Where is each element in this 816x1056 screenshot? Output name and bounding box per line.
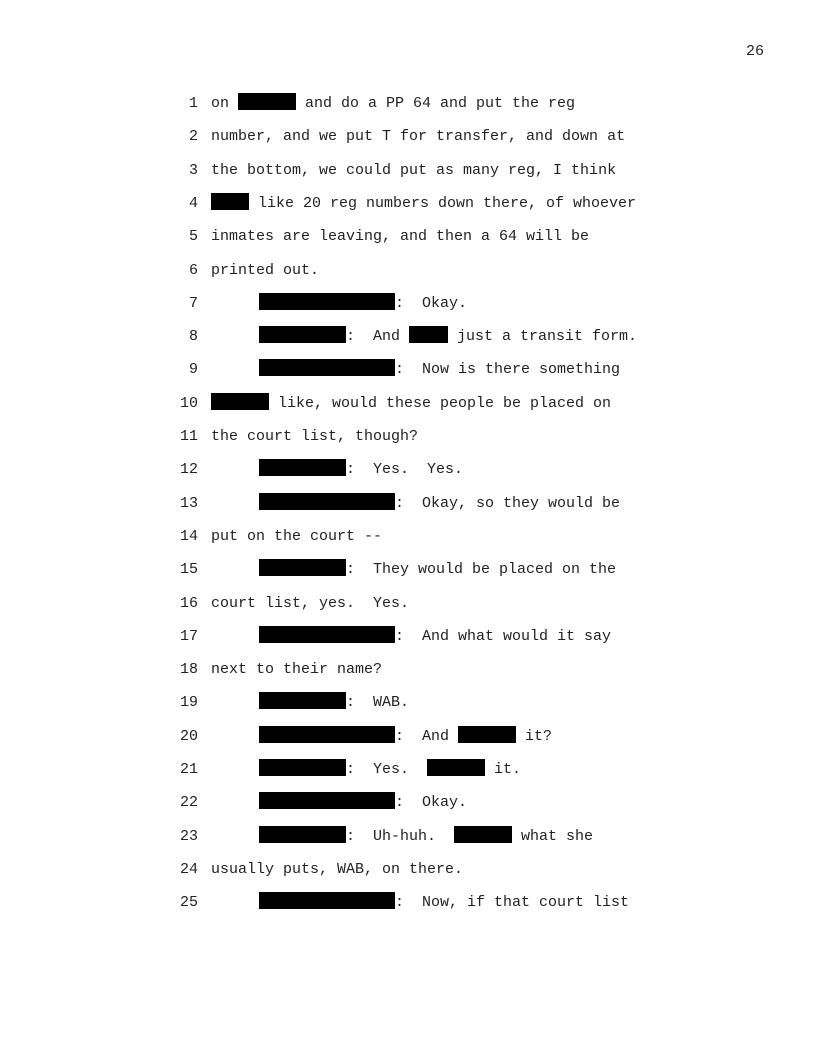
text-segment: printed out. xyxy=(211,261,320,279)
line-number: 17 xyxy=(179,627,198,645)
transcript-line xyxy=(0,492,816,516)
transcript-line xyxy=(0,159,816,183)
line-text xyxy=(259,825,593,849)
transcript-line xyxy=(0,791,816,815)
line-text xyxy=(211,592,409,616)
text-segment: like 20 reg numbers down there, of whoever xyxy=(249,194,637,212)
text-segment: like, would these people be placed on xyxy=(269,394,612,412)
redaction-box xyxy=(259,826,346,843)
text-segment: on xyxy=(211,95,239,112)
text-segment: : And what would it say xyxy=(395,627,612,645)
line-text xyxy=(259,625,611,649)
line-number: 24 xyxy=(179,860,198,878)
text-segment: : Now, if that court list xyxy=(395,894,630,912)
line-text xyxy=(259,758,521,782)
redaction-box xyxy=(259,559,346,576)
transcript-line xyxy=(0,325,816,349)
line-text xyxy=(211,392,611,416)
text-segment: the court list, though? xyxy=(211,428,419,445)
line-text xyxy=(259,791,467,815)
line-number: 6 xyxy=(188,261,198,279)
redaction-box xyxy=(409,326,448,343)
text-segment: it? xyxy=(516,727,553,745)
line-number: 12 xyxy=(179,461,198,479)
transcript-line xyxy=(0,425,816,449)
redaction-box xyxy=(211,393,269,410)
transcript-line xyxy=(0,92,816,116)
line-text xyxy=(211,92,575,116)
line-text xyxy=(259,292,467,316)
redaction-box xyxy=(259,692,346,709)
redaction-box xyxy=(259,892,395,909)
redaction-box xyxy=(259,459,346,476)
line-text xyxy=(259,891,629,915)
redaction-box xyxy=(454,826,512,843)
line-number: 10 xyxy=(179,394,198,412)
text-segment: what she xyxy=(512,827,594,845)
line-text xyxy=(259,725,552,749)
text-segment: number, and we put T for transfer, and down at xyxy=(211,128,626,146)
line-text xyxy=(259,558,616,582)
transcript-line xyxy=(0,358,816,382)
line-text xyxy=(211,225,589,249)
transcript-line xyxy=(0,858,816,882)
line-number: 22 xyxy=(179,794,198,812)
text-segment: the bottom, we could put as many reg, I think xyxy=(211,161,617,179)
line-text xyxy=(259,458,463,482)
transcript-line xyxy=(0,592,816,616)
line-text xyxy=(259,492,620,516)
transcript-line xyxy=(0,891,816,915)
transcript-line xyxy=(0,625,816,649)
line-number: 13 xyxy=(179,494,198,512)
transcript-line xyxy=(0,192,816,216)
transcript-line xyxy=(0,225,816,249)
page-number: 26 xyxy=(745,43,764,60)
redaction-box xyxy=(427,759,485,776)
text-segment: it. xyxy=(485,761,522,778)
line-text xyxy=(211,525,382,549)
text-segment: court list, yes. Yes. xyxy=(211,594,410,612)
redaction-box xyxy=(259,626,395,643)
transcript-line xyxy=(0,725,816,749)
redaction-box xyxy=(259,359,395,376)
text-segment: : They would be placed on the xyxy=(346,561,617,579)
text-segment: : WAB. xyxy=(346,694,410,712)
transcript-line xyxy=(0,825,816,849)
transcript-line xyxy=(0,259,816,283)
text-segment: : Now is there something xyxy=(395,361,621,379)
redaction-box xyxy=(259,326,346,343)
line-number: 7 xyxy=(188,294,198,312)
text-segment: : Yes. xyxy=(346,761,428,778)
text-segment: : Okay, so they would be xyxy=(395,494,621,512)
text-segment: inmates are leaving, and then a 64 will be xyxy=(211,228,590,246)
line-text xyxy=(211,658,382,682)
line-text xyxy=(211,858,463,882)
line-text xyxy=(211,159,616,183)
line-text xyxy=(259,691,409,715)
text-segment: usually puts, WAB, on there. xyxy=(211,860,464,878)
redaction-box xyxy=(238,93,296,110)
redaction-box xyxy=(259,759,346,776)
line-number: 9 xyxy=(188,361,198,379)
line-number: 1 xyxy=(188,95,198,112)
line-number: 18 xyxy=(179,661,198,679)
text-segment: : And xyxy=(395,727,459,745)
text-segment: : And xyxy=(346,328,410,346)
redaction-box xyxy=(259,792,395,809)
line-text xyxy=(259,325,637,349)
line-number: 21 xyxy=(179,761,198,778)
line-text xyxy=(211,192,636,216)
line-number: 23 xyxy=(179,827,198,845)
line-text xyxy=(211,125,625,149)
redaction-box xyxy=(259,726,395,743)
line-number: 8 xyxy=(188,328,198,346)
text-segment: : Yes. Yes. xyxy=(346,461,464,479)
transcript-line xyxy=(0,125,816,149)
text-segment: and do a PP 64 and put the reg xyxy=(296,95,576,112)
line-text xyxy=(211,425,418,449)
line-text xyxy=(211,259,319,283)
text-segment: just a transit form. xyxy=(448,328,638,346)
text-segment: : Uh-huh. xyxy=(346,827,455,845)
line-number: 11 xyxy=(179,428,198,445)
redaction-box xyxy=(458,726,516,743)
line-number: 16 xyxy=(179,594,198,612)
redaction-box xyxy=(259,493,395,510)
transcript-line xyxy=(0,558,816,582)
line-number: 3 xyxy=(188,161,198,179)
text-segment: next to their name? xyxy=(211,661,383,679)
line-text xyxy=(259,358,620,382)
transcript-line xyxy=(0,392,816,416)
redaction-box xyxy=(259,293,395,310)
transcript-line xyxy=(0,525,816,549)
transcript-line xyxy=(0,691,816,715)
line-number: 14 xyxy=(179,527,198,545)
line-number: 25 xyxy=(179,894,198,912)
transcript-line xyxy=(0,458,816,482)
text-segment: put on the court -- xyxy=(211,527,383,545)
line-number: 19 xyxy=(179,694,198,712)
line-number: 5 xyxy=(188,228,198,246)
line-number: 4 xyxy=(188,194,198,212)
redaction-box xyxy=(211,193,249,210)
text-segment: : Okay. xyxy=(395,294,468,312)
transcript-line xyxy=(0,292,816,316)
transcript-line xyxy=(0,658,816,682)
line-number: 15 xyxy=(179,561,198,579)
line-number: 20 xyxy=(179,727,198,745)
text-segment: : Okay. xyxy=(395,794,468,812)
line-number: 2 xyxy=(188,128,198,146)
transcript-line xyxy=(0,758,816,782)
